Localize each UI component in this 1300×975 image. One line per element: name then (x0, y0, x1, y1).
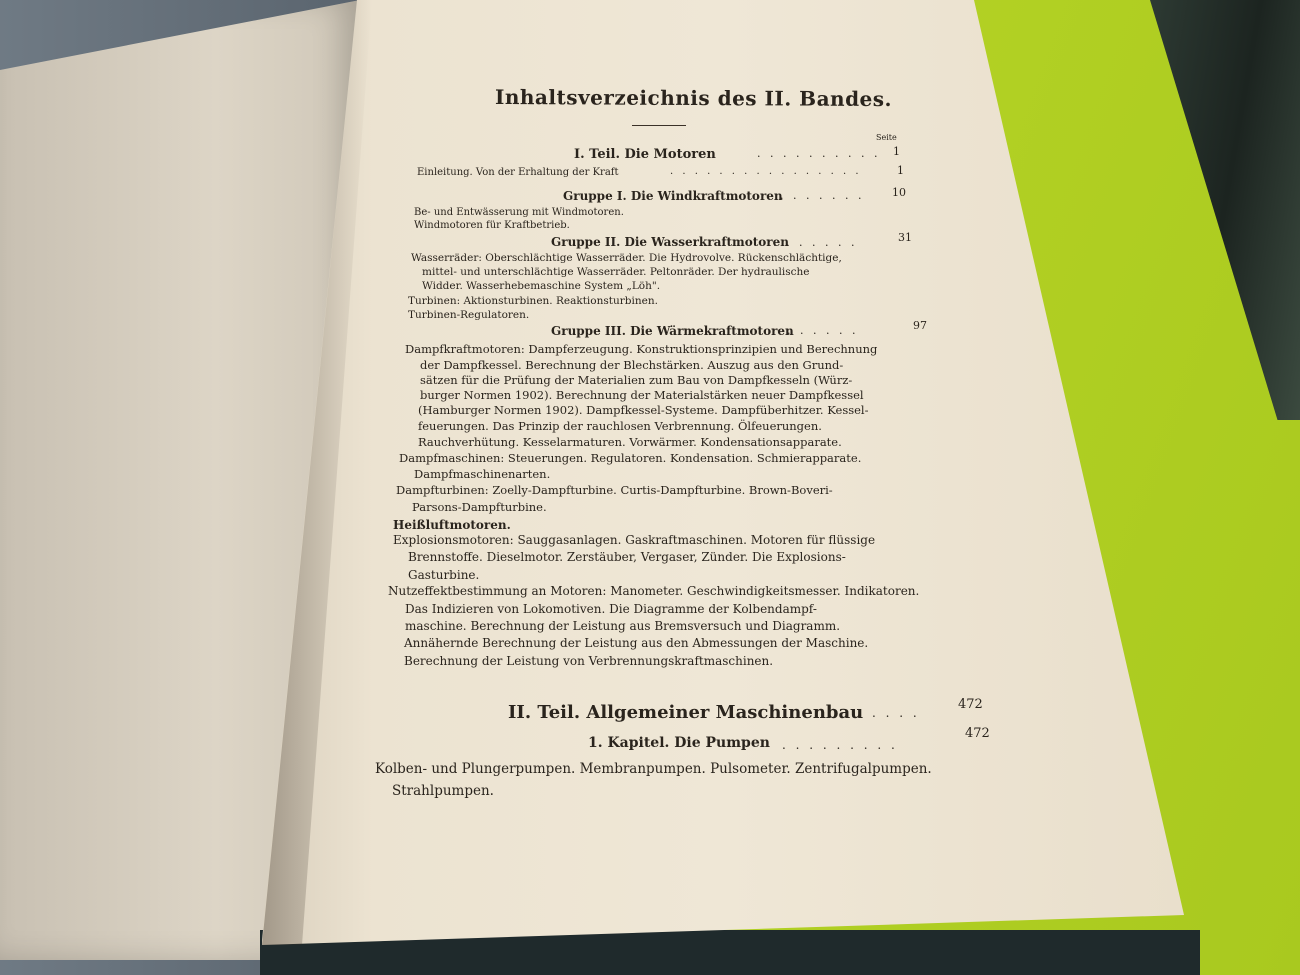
gruppe2-line: mittel- und unterschlächtige Wasserräder. Peltonräder. Der hydraulische (422, 266, 810, 278)
gruppe3-line: Dampfmaschinen: Steuerungen. Regulatoren. Kondensation. Schmierapparate. (399, 451, 862, 465)
gruppe3-line: Brennstoffe. Dieselmotor. Zerstäuber, Vergaser, Zünder. Die Explosions- (408, 550, 846, 564)
gruppe3-line: Heißluftmotoren. (393, 518, 511, 532)
gruppe1-page: 10 (892, 186, 906, 199)
gruppe3-line: Nutzeffektbestimmung an Motoren: Manometer. Geschwindigkeitsmesser. Indikatoren. (388, 584, 920, 598)
gruppe3-line: (Hamburger Normen 1902). Dampfkessel-Systeme. Dampfüberhitzer. Kessel- (418, 403, 869, 417)
part2-heading: II. Teil. Allgemeiner Maschinenbau (508, 702, 864, 723)
gruppe2-heading: Gruppe II. Die Wasserkraftmotoren (551, 235, 789, 249)
part1-page: 1 (893, 145, 900, 158)
gruppe3-line: Dampfkraftmotoren: Dampferzeugung. Konstruktionsprinzipien und Berechnung (405, 342, 878, 356)
kapitel1-line: Kolben- und Plungerpumpen. Membranpumpen. Pulsometer. Zentrifugalpumpen. (375, 761, 932, 777)
gruppe2-line: Widder. Wasserhebemaschine System „Löh". (422, 280, 661, 292)
gruppe3-line: Gasturbine. (408, 568, 480, 582)
einleitung-page: 1 (897, 164, 904, 177)
gruppe3-line: feuerungen. Das Prinzip der rauchlosen Verbrennung. Ölfeuerungen. (418, 419, 822, 433)
gruppe3-dots: . . . . . . (787, 324, 859, 337)
gruppe2-line: Wasserräder: Oberschlächtige Wasserräder. Die Hydrovolve. Rückenschlächtige, (411, 252, 842, 264)
kapitel1-line: Strahlpumpen. (392, 783, 494, 799)
seite-label: Seite (876, 133, 897, 142)
gruppe1-line: Windmotoren für Kraftbetrieb. (414, 220, 570, 231)
part1-dots: . . . . . . . . . . (757, 147, 881, 160)
gruppe3-line: Parsons-Dampfturbine. (412, 500, 547, 514)
part2-page: 472 (958, 697, 983, 712)
title-rule (632, 125, 686, 126)
kapitel1-heading: 1. Kapitel. Die Pumpen (588, 735, 770, 751)
einleitung-text: Einleitung. Von der Erhaltung der Kraft (417, 167, 619, 178)
gruppe3-line: Dampfmaschinenarten. (414, 467, 551, 481)
gruppe3-line: Das Indizieren von Lokomotiven. Die Diagramme der Kolbendampf- (405, 602, 817, 616)
gruppe1-line: Be- und Entwässerung mit Windmotoren. (414, 207, 624, 218)
einleitung-dots: . . . . . . . . . . . . . . . . (670, 166, 862, 177)
gruppe2-page: 31 (898, 231, 912, 244)
gruppe3-line: Annähernde Berechnung der Leistung aus den Abmessungen der Maschine. (404, 636, 869, 650)
part2-dots: . . . . (872, 706, 920, 720)
gruppe2-line: Turbinen: Aktionsturbinen. Reaktionsturbinen. (408, 295, 658, 307)
gruppe1-dots: . . . . . . . . (767, 189, 865, 202)
gruppe3-line: burger Normen 1902). Berechnung der Materialstärken neuer Dampfkessel (420, 388, 864, 402)
gruppe3-line: sätzen für die Prüfung der Materialien zum Bau von Dampfkesseln (Würz- (420, 373, 853, 387)
gruppe3-line: Dampfturbinen: Zoelly-Dampfturbine. Curtis-Dampfturbine. Brown-Boveri- (396, 483, 833, 497)
page-title: Inhaltsverzeichnis des II. Bandes. (494, 84, 893, 112)
gruppe2-dots: . . . . . . . (773, 236, 858, 249)
gruppe3-line: maschine. Berechnung der Leistung aus Bremsversuch und Diagramm. (405, 619, 841, 633)
kapitel1-dots: . . . . . . . . . (782, 738, 898, 752)
gruppe3-page: 97 (913, 319, 927, 332)
gruppe3-line: Rauchverhütung. Kesselarmaturen. Vorwärmer. Kondensationsapparate. (418, 435, 842, 449)
gruppe3-line: Berechnung der Leistung von Verbrennungskraftmaschinen. (404, 654, 774, 668)
kapitel1-page: 472 (965, 726, 990, 741)
gruppe3-heading: Gruppe III. Die Wärmekraftmotoren (551, 324, 794, 338)
gruppe3-line: der Dampfkessel. Berechnung der Blechstärken. Auszug aus den Grund- (420, 358, 844, 372)
gruppe1-heading: Gruppe I. Die Windkraftmotoren (563, 189, 783, 203)
gruppe3-line: Explosionsmotoren: Sauggasanlagen. Gaskraftmaschinen. Motoren für flüssige (393, 533, 876, 547)
gruppe2-line: Turbinen-Regulatoren. (408, 309, 530, 321)
part1-heading: I. Teil. Die Motoren (574, 147, 716, 162)
